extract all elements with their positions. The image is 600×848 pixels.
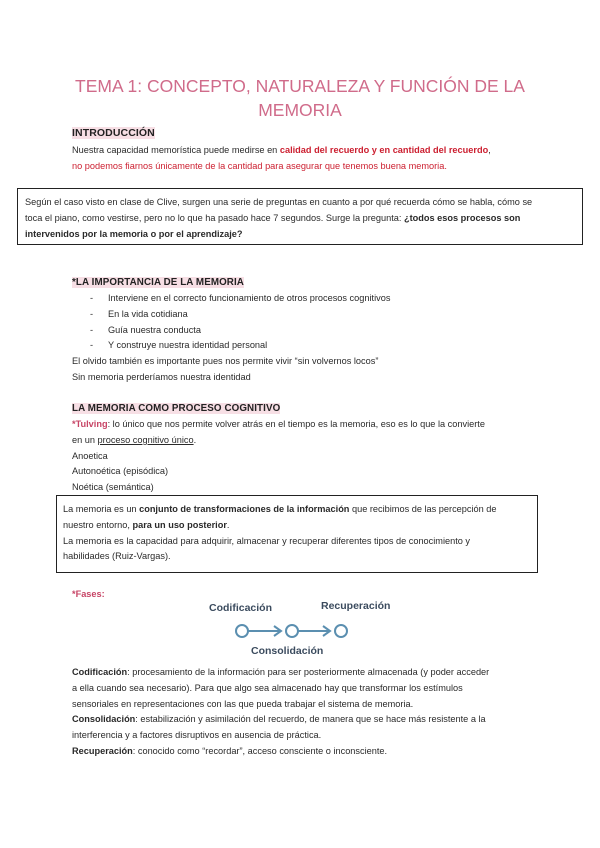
clive-line-2: toca el piano, como vestirse, pero no lo que ha pasado hace 7 segundos. Surge la pregunta: ¿todos esos procesos son xyxy=(25,212,521,223)
cognitive-paragraph: *Tulving: lo único que nos permite volver atrás en el tiempo es la memoria, eso es lo que la convierte en un proceso cognitivo único. Anoetica Autonoética (episódica) Noética (semántica) xyxy=(72,417,552,496)
intro-line-2: no podemos fiarnos únicamente de la cantidad para asegurar que tenemos buena memoria. xyxy=(72,160,447,171)
list-item: - Y construye nuestra identidad personal xyxy=(90,338,530,354)
diagram-label-recuperacion: Recuperación xyxy=(321,600,391,612)
memory-type: Anoetica xyxy=(72,450,108,461)
phases-heading: *Fases: xyxy=(72,589,105,599)
title-line-1: TEMA 1: CONCEPTO, NATURALEZA Y FUNCIÓN DE LA xyxy=(75,76,525,96)
importance-notes: El olvido también es importante pues nos permite vivir “sin volvernos locos” Sin memoria perderíamos nuestra identidad xyxy=(72,356,379,382)
memory-type: Autonoética (episódica) xyxy=(72,466,169,477)
intro-emphasis: calidad del recuerdo y en cantidad del recuerdo xyxy=(279,145,489,155)
intro-line-1: Nuestra capacidad memorística puede medirse en calidad del recuerdo y en cantidad del recuerdo, xyxy=(72,145,491,155)
phase-term-codificacion: Codificación xyxy=(72,667,128,677)
memory-type: Noética (semántica) xyxy=(72,482,154,493)
list-item: - Guía nuestra conducta xyxy=(90,323,530,339)
memory-definition-box: La memoria es un conjunto de transformaciones de la información que recibimos de las percepción de nuestro entorno, para un uso posterior. La memoria es la capacidad para adquirir, almacenar y recuperar diferentes tipos de conocimiento y habilidades (Ruiz-Vargas). xyxy=(56,495,538,573)
phases-descriptions: Codificación: procesamiento de la información para ser posteriormente almacenada (y poder acceder a ella cuando sea necesario). Para que algo sea almacenado hay que transformar los estímulos sensoriales en representaciones con las que pueda trabajar el sistema de memoria. Consolidación: estabilización y asimilación del recuerdo, de manera que se hace más resistente a la interferencia y a factores disruptivos en ausencia de práctica. Recuperación: conocido como “recordar”, acceso consciente o inconsciente. xyxy=(72,667,490,756)
phase-term-consolidacion: Consolidación xyxy=(72,714,136,725)
phase-node-recuperacion xyxy=(335,625,347,637)
importance-heading: *LA IMPORTANCIA DE LA MEMORIA xyxy=(72,277,244,288)
title-line-2: MEMORIA xyxy=(258,100,342,120)
phase-term-recuperacion: Recuperación xyxy=(72,745,133,756)
intro-paragraph xyxy=(72,143,552,175)
phase-node-codificacion xyxy=(236,625,248,637)
list-item: - En la vida cotidiana xyxy=(90,307,530,323)
memory-phases-diagram xyxy=(205,598,405,660)
page-title xyxy=(60,74,540,122)
phase-node-consolidacion xyxy=(286,625,298,637)
importance-list xyxy=(90,291,530,354)
clive-line-1: Según el caso visto en clase de Clive, surgen una serie de preguntas en cuanto a por qué recuerda cómo se habla, cómo se xyxy=(25,197,533,207)
list-item: - Interviene en el correcto funcionamiento de otros procesos cognitivos xyxy=(90,291,530,307)
clive-question-box xyxy=(17,188,583,245)
diagram-label-consolidacion: Consolidación xyxy=(251,645,324,657)
phases-flow-graphic xyxy=(205,616,405,646)
diagram-label-codificacion: Codificación xyxy=(209,602,273,614)
tulving-label: *Tulving xyxy=(72,419,108,429)
cognitive-underlined-term: proceso cognitivo único xyxy=(97,434,194,445)
cognitive-heading: LA MEMORIA COMO PROCESO COGNITIVO xyxy=(72,403,281,414)
clive-line-3: intervenidos por la memoria o por el aprendizaje? xyxy=(25,228,243,239)
intro-heading: INTRODUCCIÓN xyxy=(72,127,155,139)
